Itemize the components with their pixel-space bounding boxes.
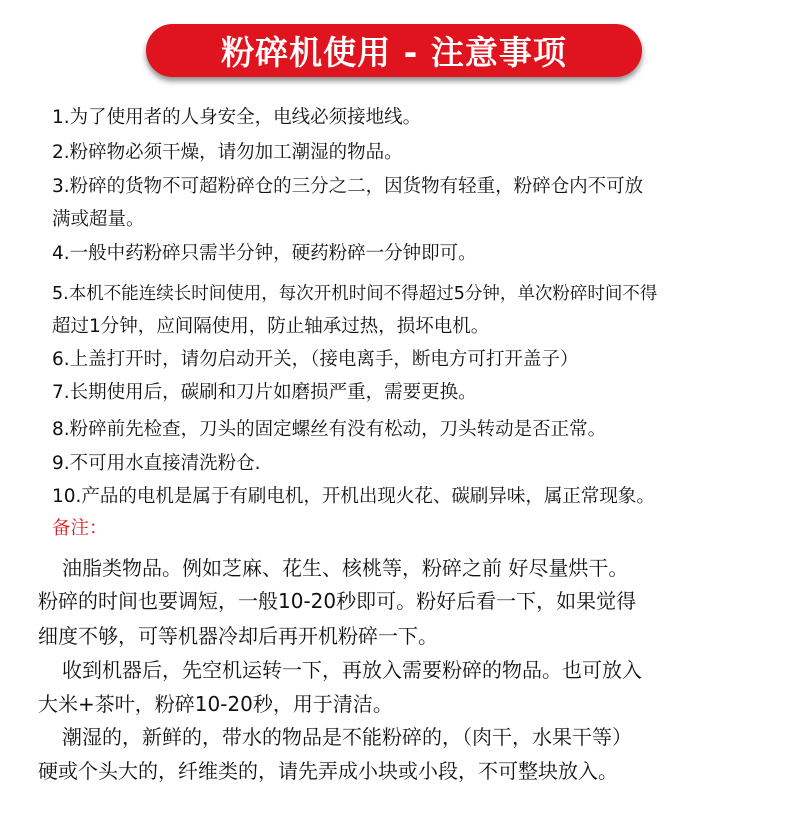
note-line: 潮湿的，新鲜的，带水的物品是不能粉碎的，（肉干，水果干等） <box>62 725 632 749</box>
note-line: 细度不够，可等机器冷却后再开机粉碎一下。 <box>38 624 438 648</box>
list-item: 4.一般中药粉碎只需半分钟，硬药粉碎一分钟即可。 <box>52 243 477 264</box>
list-item: 5.本机不能连续长时间使用，每次开机时间不得超过5分钟，单次粉碎时间不得 <box>52 284 658 304</box>
note-line: 大米+茶叶，粉碎10-20秒，用于清洁。 <box>38 692 393 716</box>
list-item: 1.为了使用者的人身安全，电线必须接地线。 <box>52 107 422 128</box>
list-item: 6.上盖打开时，请勿启动开关，（接电离手，断电方可打开盖子） <box>52 349 579 370</box>
title-banner <box>146 24 642 77</box>
note-line: 硬或个头大的，纤维类的，请先弄成小块或小段，不可整块放入。 <box>38 759 618 783</box>
list-item: 3.粉碎的货物不可超粉碎仓的三分之二，因货物有轻重，粉碎仓内不可放 <box>52 176 644 197</box>
list-item: 10.产品的电机是属于有刷电机，开机出现火花、碳刷异味，属正常现象。 <box>52 486 655 507</box>
note-line: 粉碎的时间也要调短，一般10-20秒即可。粉好后看一下，如果觉得 <box>38 589 637 613</box>
list-item: 9.不可用水直接清洗粉仓. <box>52 453 261 474</box>
list-item: 8.粉碎前先检查，刀头的固定螺丝有没有松动，刀头转动是否正常。 <box>52 419 607 440</box>
note-line: 收到机器后，先空机运转一下，再放入需要粉碎的物品。也可放入 <box>62 658 642 682</box>
list-item: 超过1分钟，应间隔使用，防止轴承过热，损坏电机。 <box>52 316 490 337</box>
page-title: 粉碎机使用 - 注意事项 <box>221 33 567 72</box>
list-item: 2.粉碎物必须干燥，请勿加工潮湿的物品。 <box>52 142 403 163</box>
note-line: 油脂类物品。例如芝麻、花生、核桃等，粉碎之前 好尽量烘干。 <box>62 556 629 580</box>
note-title: 备注： <box>52 518 108 539</box>
list-item: 7.长期使用后，碳刷和刀片如磨损严重，需要更换。 <box>52 382 477 403</box>
list-item: 满或超量。 <box>52 209 145 230</box>
